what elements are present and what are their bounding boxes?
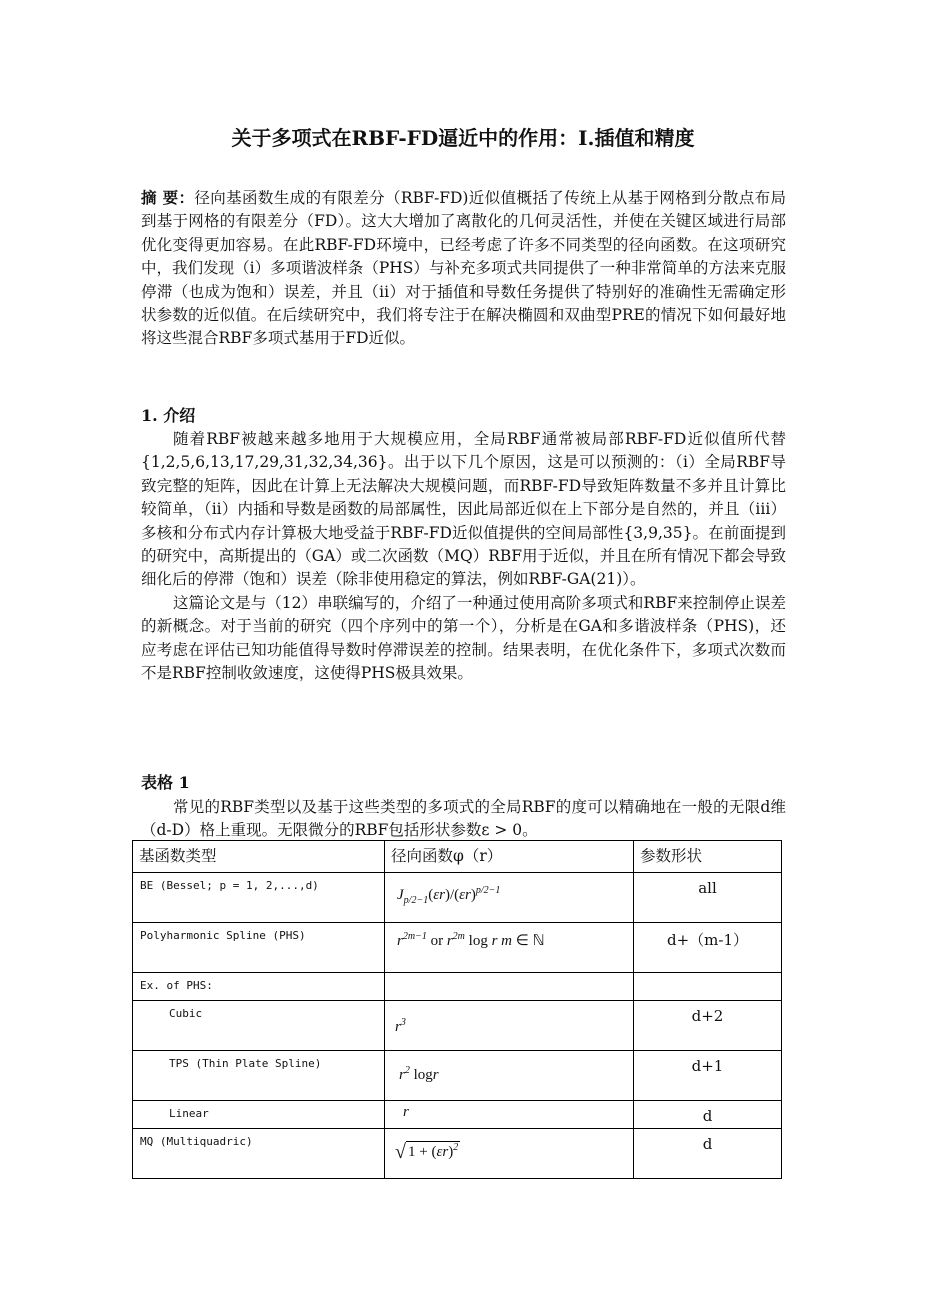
abstract-text: 径向基函数生成的有限差分（RBF-FD)近似值概括了传统上从基于网格到分散点布局到基于网格的有限差分（FD）。这大大增加了离散化的几何灵活性，并使在关键区域进行局部优化变得更加容易。在此RBF-FD环境中，已经考虑了许多不同类型的径向函数。在这项研究中，我们发现（i）多项谐波样条（PHS）与补充多项式共同提供了一种非常简单的方法来克服停滞（也成为饱和）误差，并且（ii）对于插值和导数任务提供了特别好的准确性无需确定形状参数的近似值。在后续研究中，我们将专注于在解决椭圆和双曲型PRE的情况下如何最好地将这些混合RBF多项式基用于FD近似。 [141, 189, 786, 348]
table-row [133, 1051, 782, 1101]
cell-formula [385, 873, 634, 923]
formula-bessel: $J_{p/2-1}(\varepsilon r)/(\varepsilon r)^{p/2-1}$ [397, 885, 501, 906]
cell-param: d+（m-1） [634, 923, 782, 973]
section-heading-intro: 1. 介绍 [141, 406, 196, 425]
cell-formula [385, 923, 634, 973]
table-row [133, 1129, 782, 1179]
rbf-table [132, 840, 782, 1179]
formula-linear: r [403, 1104, 409, 1120]
intro-paragraph-1: 随着RBF被越来越多地用于大规模应用，全局RBF通常被局部RBF-FD近似值所代替{1,2,5,6,13,17,29,31,32,34,36}。出于以下几个原因，这是可以预测的：（i）全局RBF导致完整的矩阵，因此在计算上无法解决大规模问题，而RBF-FD导致矩阵数量不多并且计算比较简单，（ii）内插和导数是函数的局部属性，因此局部近似在上下部分是自然的，并且（iii）多核和分布式内存计算极大地受益于RBF-FD近似值提供的空间局部性{3,9,35}。在前面提到的研究中，高斯提出的（GA）或二次函数（MQ）RBF用于近似，并且在所有情况下都会导致细化后的停滞（饱和）误差（除非使用稳定的算法，例如RBF-GA(21)）。 [141, 430, 786, 589]
table-header-row [133, 841, 782, 873]
cell-param: d+2 [634, 1001, 782, 1051]
intro-body [141, 428, 786, 685]
table-row [133, 923, 782, 973]
cell-type: Cubic [133, 1001, 385, 1051]
table-caption-text: 常见的RBF类型以及基于这些类型的多项式的全局RBF的度可以精确地在一般的无限d维（d-D）格上重现。无限微分的RBF包括形状参数ε > 0。 [141, 798, 786, 840]
paper-title: 关于多项式在RBF-FD逼近中的作用：I.插值和精度 [231, 126, 695, 150]
cell-param [634, 973, 782, 1001]
header-parameter: 参数形状 [634, 841, 782, 873]
table-row [133, 1101, 782, 1129]
table-heading: 表格 1 [141, 773, 190, 792]
cell-formula [385, 973, 634, 1001]
formula-tps: $r^2$ logr [399, 1065, 439, 1083]
formula-cubic: $r^3$ [395, 1017, 406, 1035]
formula-mq: √ $1 + (\varepsilon r)^2$ [395, 1141, 459, 1163]
cell-formula [385, 1101, 634, 1129]
cell-formula [385, 1129, 634, 1179]
cell-type: Linear [133, 1101, 385, 1129]
cell-type: Polyharmonic Spline (PHS) [133, 923, 385, 973]
cell-param: d+1 [634, 1051, 782, 1101]
cell-param: d [634, 1101, 782, 1129]
cell-type: BE (Bessel; p = 1, 2,...,d) [133, 873, 385, 923]
formula-phs: $r^{2m-1}$ or $r^{2m}$ log r m ∈ ℕ [397, 931, 545, 949]
cell-type: Ex. of PHS: [133, 973, 385, 1001]
table-row [133, 1001, 782, 1051]
abstract [141, 186, 786, 351]
table-caption [141, 796, 786, 843]
cell-formula [385, 1051, 634, 1101]
cell-param: all [634, 873, 782, 923]
cell-param: d [634, 1129, 782, 1179]
cell-formula [385, 1001, 634, 1051]
cell-type: TPS (Thin Plate Spline) [133, 1051, 385, 1101]
header-radial-function: 径向函数φ（r） [385, 841, 634, 873]
intro-paragraph-2: 这篇论文是与（12）串联编写的，介绍了一种通过使用高阶多项式和RBF来控制停止误差的新概念。对于当前的研究（四个序列中的第一个），分析是在GA和多谐波样条（PHS)，还应考虑在评估已知功能值得导数时停滞误差的控制。结果表明，在优化条件下，多项式次数而不是RBF控制收敛速度，这使得PHS极具效果。 [141, 593, 786, 683]
header-basis-type: 基函数类型 [133, 841, 385, 873]
table-row [133, 973, 782, 1001]
table-row [133, 873, 782, 923]
abstract-label: 摘 要： [141, 188, 195, 207]
cell-type: MQ (Multiquadric) [133, 1129, 385, 1179]
